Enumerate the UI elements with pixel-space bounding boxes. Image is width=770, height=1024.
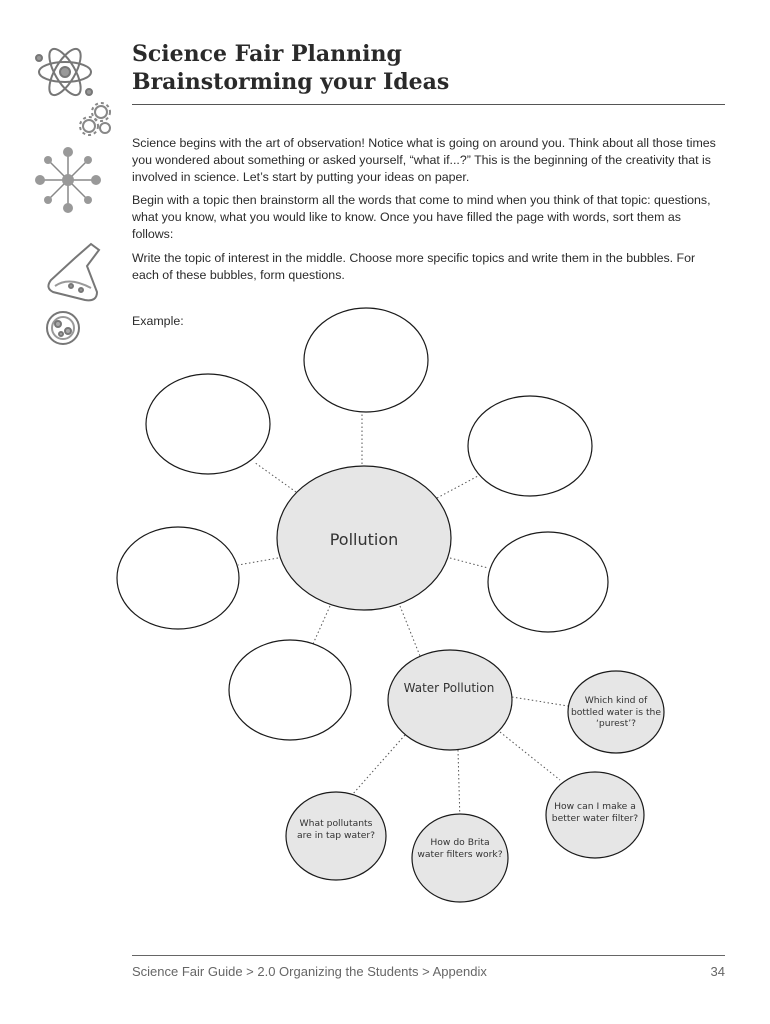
connector-top-right [437, 476, 478, 498]
connector-better-filter [500, 732, 560, 780]
instructions-paragraph: Begin with a topic then brainstorm all the words that come to mind when you think of that topic: questions, what you know, what you would like to know. Once you have filled the page with words, sort them as follows: [132, 193, 711, 241]
connector-right [450, 558, 488, 568]
connector-bottom-right [400, 606, 420, 656]
subtopic-bubble [388, 650, 512, 750]
question-brita-label: How do Brita water filters work? [417, 837, 503, 860]
empty-bubble-right [488, 532, 608, 632]
connector-left [238, 558, 278, 565]
empty-bubble-bottom-left [229, 640, 351, 740]
connector-brita [458, 750, 460, 822]
empty-bubble-left [117, 527, 239, 629]
bubble-instructions-paragraph: Write the topic of interest in the middle. Choose more specific topics and write them in the bubbles. For each of these bubbles, form questions. [132, 251, 696, 282]
connector-purest [512, 697, 568, 706]
connector-bottom-left [313, 606, 330, 644]
question-purest-label: Which kind of bottled water is the ‘purest’? [570, 695, 662, 729]
empty-bubble-top-right [468, 396, 592, 496]
empty-bubble-top-left [146, 374, 270, 474]
example-label: Example: [132, 314, 184, 328]
center-topic-label: Pollution [329, 530, 399, 549]
page-number: 34 [710, 964, 725, 979]
question-tap-water-label: What pollutants are in tap water? [296, 818, 376, 841]
footer-divider [132, 955, 725, 956]
footer-breadcrumb: Science Fair Guide > 2.0 Organizing the Students > Appendix [132, 964, 487, 979]
title-line-2: Brainstorming your Ideas [132, 69, 450, 95]
question-better-filter-label: How can I make a better water filter? [551, 801, 639, 824]
connector-tap-water [352, 735, 405, 795]
intro-paragraph: Science begins with the art of observation! Notice what is going on around you. Think about all those times you wondered about something or asked yourself, “what if...?” This is the beginning of the creativity that is involved in science. Let’s start by putting your ideas on paper. [132, 136, 716, 184]
connector-top-left [254, 462, 296, 492]
subtopic-label: Water Pollution [403, 681, 495, 695]
empty-bubble-top [304, 308, 428, 412]
title-line-1: Science Fair Planning [132, 41, 402, 67]
